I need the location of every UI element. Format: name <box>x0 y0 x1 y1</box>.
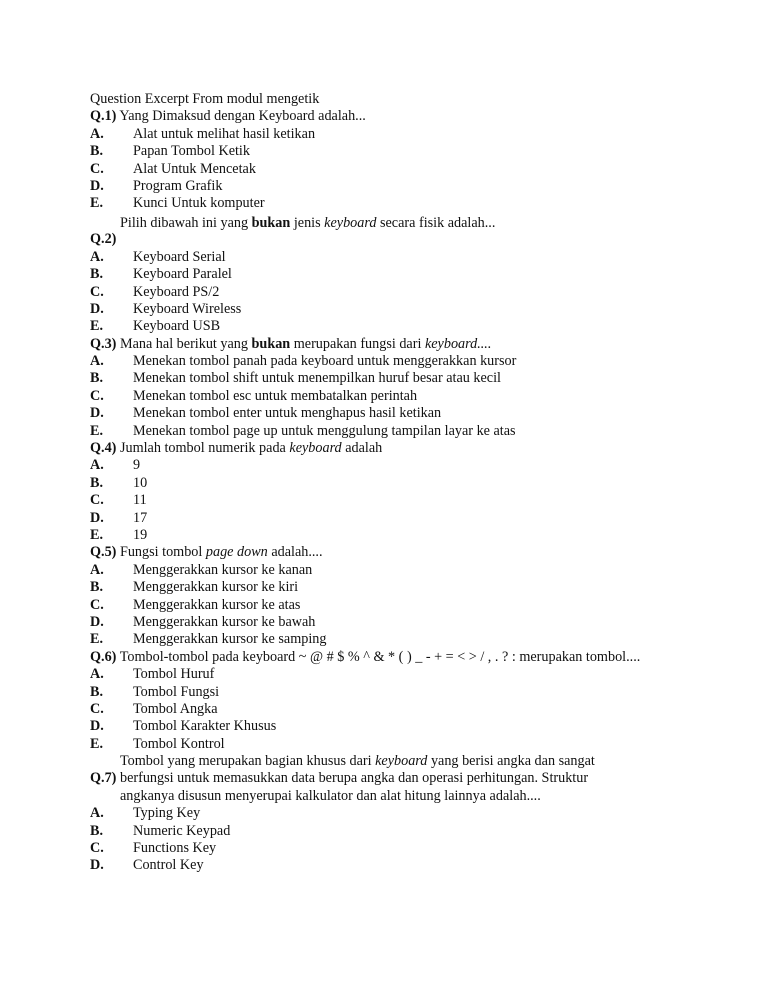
question-number: Q.6) <box>90 648 117 665</box>
question-number: Q.2) <box>90 230 117 247</box>
question-number <box>90 753 120 805</box>
option <box>90 266 690 283</box>
option <box>90 161 690 178</box>
option-letter: D. <box>90 857 104 874</box>
option-letter: C. <box>90 387 104 404</box>
option-letter: D. <box>90 300 104 317</box>
option <box>90 353 690 370</box>
option-letter: A. <box>90 457 104 474</box>
option-letter: E. <box>90 526 104 543</box>
option <box>90 318 690 335</box>
question-text-bold: bukan <box>251 214 291 231</box>
option <box>90 457 690 474</box>
option-letter: C. <box>90 700 104 717</box>
option <box>90 249 690 266</box>
option-letter: A. <box>90 805 104 822</box>
option-text: 19 <box>133 526 148 543</box>
question-number: Q.4) <box>90 440 117 457</box>
question-3-options <box>90 353 690 440</box>
option-text: Keyboard Paralel <box>133 266 232 283</box>
question-text-part: yang berisi angka dan sangat <box>427 753 595 770</box>
option-text: Menekan tombol panah pada keyboard untuk menggerakkan kursor <box>133 353 517 370</box>
option <box>90 143 690 160</box>
option-text: Keyboard Serial <box>133 248 226 265</box>
question-text <box>120 753 680 805</box>
option-text: Tombol Kontrol <box>133 735 225 752</box>
option-text: Menggerakkan kursor ke atas <box>133 596 301 613</box>
option <box>90 423 690 440</box>
option-text: Functions Key <box>133 840 217 857</box>
question-text <box>120 215 495 232</box>
option-letter: B. <box>90 683 104 700</box>
option-text: Menekan tombol page up untuk menggulung tampilan layar ke atas <box>133 422 516 439</box>
question-6-options <box>90 666 690 753</box>
option-letter: E. <box>90 422 104 439</box>
question-1-options <box>90 126 690 213</box>
question-5 <box>90 544 690 561</box>
option <box>90 301 690 318</box>
option-text: Menekan tombol esc untuk membatalkan perintah <box>133 387 418 404</box>
option <box>90 805 690 822</box>
question-3 <box>90 336 690 353</box>
option-letter: D. <box>90 718 104 735</box>
option <box>90 527 690 544</box>
option-text: Menggerakkan kursor ke samping <box>133 631 327 648</box>
option-letter: D. <box>90 509 104 526</box>
option-letter: B. <box>90 370 104 387</box>
option-text: Keyboard USB <box>133 318 221 335</box>
option-text: Alat Untuk Mencetak <box>133 160 256 177</box>
option-text: Menekan tombol enter untuk menghapus hasil ketikan <box>133 405 442 422</box>
question-text-part: Tombol yang merupakan bagian khusus dari <box>120 753 376 770</box>
option-text: 11 <box>133 492 147 509</box>
question-text-italic: page down <box>205 544 268 561</box>
option-text: Tombol Angka <box>133 700 218 717</box>
option <box>90 579 690 596</box>
option <box>90 562 690 579</box>
question-text-part: merupakan fungsi dari <box>290 335 425 352</box>
question-4 <box>90 440 690 457</box>
question-4-options <box>90 457 690 544</box>
option-letter: E. <box>90 318 104 335</box>
option-text: 10 <box>133 474 148 491</box>
option-letter: B. <box>90 474 104 491</box>
option-text: Program Grafik <box>133 177 223 194</box>
question-text-part: Pilih dibawah ini yang <box>120 214 252 231</box>
question-text-italic: keyboard <box>375 753 428 770</box>
question-text-italic: keyboard <box>324 214 377 231</box>
question-text: Tombol-tombol pada keyboard ~ @ # $ % ^ & * ( ) _ - + = < > / , . ? : merupakan tombol.... <box>116 648 641 665</box>
option-text: Alat untuk melihat hasil ketikan <box>133 125 316 142</box>
question-6 <box>90 649 690 666</box>
question-text-bold: bukan <box>251 335 291 352</box>
question-number: Q.5) <box>90 544 117 561</box>
option-text: Keyboard Wireless <box>133 300 242 317</box>
option <box>90 823 690 840</box>
question-7 <box>90 753 690 805</box>
option-text: Tombol Fungsi <box>133 683 220 700</box>
option <box>90 492 690 509</box>
option-letter: E. <box>90 195 104 212</box>
option-letter: C. <box>90 283 104 300</box>
question-text-part: adalah <box>341 440 383 457</box>
option-text: Kunci Untuk komputer <box>133 195 265 212</box>
question-text-line: angkanya disusun menyerupai kalkulator dan alat hitung lainnya adalah.... <box>120 787 541 804</box>
option <box>90 718 690 735</box>
question-text-part: adalah.... <box>267 544 323 561</box>
document-header: Question Excerpt From modul mengetik <box>90 91 320 107</box>
option-text: Keyboard PS/2 <box>133 283 220 300</box>
option-letter: A. <box>90 561 104 578</box>
option-letter: E. <box>90 631 104 648</box>
option <box>90 857 690 874</box>
question-text-italic: keyboard.... <box>424 335 492 352</box>
question-text-part: Fungsi tombol <box>116 544 206 561</box>
question-7-options <box>90 805 690 875</box>
option <box>90 666 690 683</box>
option <box>90 178 690 195</box>
option-text: 9 <box>133 457 141 474</box>
option <box>90 631 690 648</box>
option-letter: B. <box>90 579 104 596</box>
option <box>90 840 690 857</box>
question-2 <box>90 213 690 249</box>
question-text-part: Jumlah tombol numerik pada <box>116 440 290 457</box>
option-text: Typing Key <box>133 805 201 822</box>
question-1 <box>90 108 690 125</box>
option-letter: A. <box>90 125 104 142</box>
question-number: Q.3) <box>90 335 117 352</box>
option <box>90 614 690 631</box>
option <box>90 370 690 387</box>
option-letter: B. <box>90 143 104 160</box>
option <box>90 195 690 212</box>
question-text-line: berfungsi untuk memasukkan data berupa angka dan operasi perhitungan. Struktur <box>120 770 589 787</box>
option-letter: C. <box>90 596 104 613</box>
option-letter: A. <box>90 248 104 265</box>
option-text: Menggerakkan kursor ke kanan <box>133 561 313 578</box>
option-text: Menggerakkan kursor ke bawah <box>133 613 316 630</box>
option <box>90 388 690 405</box>
option-letter: D. <box>90 613 104 630</box>
question-text-line <box>120 753 680 770</box>
option-text: Papan Tombol Ketik <box>133 143 250 160</box>
option-text: Numeric Keypad <box>133 822 231 839</box>
option-letter: C. <box>90 492 104 509</box>
option-letter: D. <box>90 177 104 194</box>
option-letter: B. <box>90 266 104 283</box>
option <box>90 284 690 301</box>
option-text: Control Key <box>133 857 204 874</box>
question-list <box>90 91 690 875</box>
question-number-text: Q.7) <box>90 770 117 787</box>
option-text: 17 <box>133 509 148 526</box>
option-text: Menggerakkan kursor ke kiri <box>133 579 299 596</box>
question-number: Q.1) <box>90 108 117 125</box>
option <box>90 405 690 422</box>
option <box>90 475 690 492</box>
option-text: Tombol Huruf <box>133 666 215 683</box>
option-text: Menekan tombol shift untuk menempilkan huruf besar atau kecil <box>133 370 501 387</box>
option-letter: A. <box>90 666 104 683</box>
question-text-part: secara fisik adalah... <box>376 214 496 231</box>
option-text: Tombol Karakter Khusus <box>133 718 277 735</box>
question-2-options <box>90 249 690 336</box>
option-letter: C. <box>90 840 104 857</box>
question-5-options <box>90 562 690 649</box>
option <box>90 510 690 527</box>
option-letter: C. <box>90 160 104 177</box>
question-text-part: jenis <box>290 214 325 231</box>
option <box>90 126 690 143</box>
option-letter: E. <box>90 735 104 752</box>
option <box>90 701 690 718</box>
option-letter: A. <box>90 353 104 370</box>
option <box>90 597 690 614</box>
option-letter: B. <box>90 822 104 839</box>
question-text-part: Mana hal berikut yang <box>116 335 252 352</box>
question-text: Yang Dimaksud dengan Keyboard adalah... <box>116 108 366 125</box>
option <box>90 736 690 753</box>
option <box>90 684 690 701</box>
option-letter: D. <box>90 405 104 422</box>
question-text-italic: keyboard <box>289 440 342 457</box>
